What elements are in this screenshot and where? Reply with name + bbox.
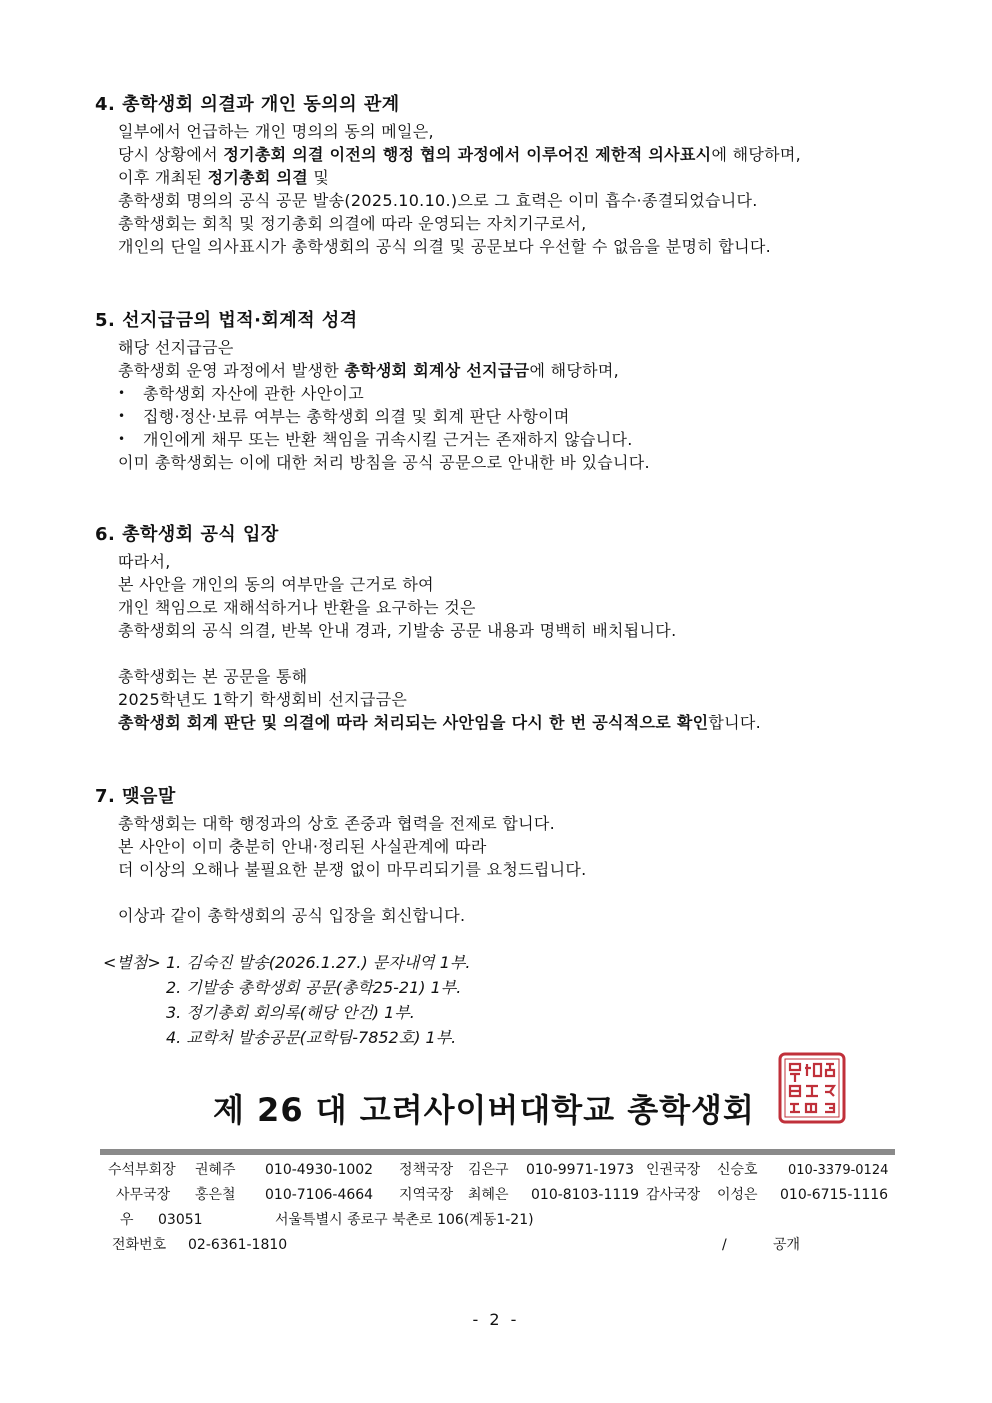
bullet-item bbox=[118, 405, 915, 428]
section-6-title: 6. 총학생회 공식 입장 bbox=[95, 524, 279, 545]
section-5-title: 5. 선지급금의 법적·회계적 성격 bbox=[95, 310, 358, 331]
phone: 010-7106-4664 bbox=[265, 1187, 374, 1203]
phone: 010-9971-1973 bbox=[526, 1162, 635, 1178]
bold-run: 총학생회 회계 판단 및 의결에 따라 처리되는 사안임을 다시 한 번 공식적으로 확인 bbox=[118, 713, 709, 732]
section-4-line-5: 총학생회는 회칙 및 정기총회 의결에 따라 운영되는 자치기구로서, bbox=[118, 214, 587, 233]
attachments-list bbox=[103, 950, 470, 1050]
text-run: 에 해당하며, bbox=[529, 361, 619, 380]
person-name: 신승호 bbox=[717, 1162, 758, 1178]
phone-label: 전화번호 bbox=[112, 1237, 167, 1253]
postal-code: 03051 bbox=[158, 1212, 203, 1228]
section-6-line-4: 총학생회의 공식 의결, 반복 안내 경과, 기발송 공문 내용과 명백히 배치됩니다. bbox=[118, 621, 677, 640]
section-7-line-1: 총학생회는 대학 행정과의 상호 존중과 협력을 전제로 합니다. bbox=[118, 814, 555, 833]
text-run: 이후 개최된 bbox=[118, 168, 208, 187]
section-6-line-6: 2025학년도 1학기 학생회비 선지급금은 bbox=[118, 690, 408, 709]
section-4-line-2 bbox=[118, 143, 915, 166]
text-run: 합니다. bbox=[708, 713, 762, 732]
bullet-text: 개인에게 채무 또는 반환 책임을 귀속시킬 근거는 존재하지 않습니다. bbox=[143, 430, 633, 449]
bullet-text: 집행·정산·보류 여부는 총학생회 의결 및 회계 판단 사항이며 bbox=[143, 407, 570, 426]
phone: 010-6715-1116 bbox=[780, 1187, 889, 1203]
role: 수석부회장 bbox=[108, 1162, 176, 1178]
footer-row bbox=[100, 1208, 900, 1233]
footer-row bbox=[100, 1158, 900, 1183]
text-run: 총학생회 운영 과정에서 발생한 bbox=[118, 361, 345, 380]
section-4-line-4: 총학생회 명의의 공식 공문 발송(2025.10.10.)으로 그 효력은 이미 흡수·종결되었습니다. bbox=[118, 191, 758, 210]
section-7 bbox=[95, 782, 915, 927]
section-4-line-3 bbox=[118, 166, 915, 189]
section-5-line-3: 이미 총학생회는 이에 대한 처리 방침을 공식 공문으로 안내한 바 있습니다. bbox=[118, 453, 650, 472]
bullet-icon: • bbox=[118, 432, 126, 446]
person-name: 권혜주 bbox=[195, 1162, 236, 1178]
section-6-line-1: 따라서, bbox=[118, 552, 171, 571]
person-name: 최혜은 bbox=[468, 1187, 509, 1203]
separator: / bbox=[722, 1237, 727, 1253]
phone: 010-4930-1002 bbox=[265, 1162, 374, 1178]
attachment-item bbox=[103, 1000, 470, 1025]
section-6-line-5: 총학생회는 본 공문을 통해 bbox=[118, 667, 308, 686]
attachment-text: 3. 정기총회 회의록(해당 안건) 1부. bbox=[166, 1003, 415, 1022]
footer-contacts bbox=[100, 1158, 900, 1258]
section-7-line-3: 더 이상의 오해나 불필요한 분쟁 없이 마무리되기를 요청드립니다. bbox=[118, 860, 587, 879]
section-7-title: 7. 맺음말 bbox=[95, 786, 176, 807]
section-7-line-4: 이상과 같이 총학생회의 공식 입장을 회신합니다. bbox=[118, 906, 466, 925]
section-5 bbox=[95, 306, 915, 474]
role: 감사국장 bbox=[646, 1187, 701, 1203]
bullet-icon: • bbox=[118, 409, 126, 423]
bold-run: 정기총회 의결 이전의 행정 협의 과정에서 이루어진 제한적 의사표시 bbox=[223, 145, 712, 164]
attachment-text: 1. 김숙진 발송(2026.1.27.) 문자내역 1부. bbox=[166, 953, 471, 972]
footer-divider bbox=[100, 1149, 895, 1155]
bullet-icon: • bbox=[118, 386, 126, 400]
footer-row bbox=[100, 1183, 900, 1208]
page-number: - 2 - bbox=[472, 1310, 520, 1329]
section-5-line-1: 해당 선지급금은 bbox=[118, 338, 234, 357]
section-5-line-2 bbox=[118, 359, 915, 382]
address: 서울특별시 종로구 북촌로 106(계동1-21) bbox=[275, 1212, 534, 1228]
text-run: 에 해당하며, bbox=[711, 145, 802, 164]
attachment-item bbox=[103, 950, 470, 975]
role: 사무국장 bbox=[116, 1187, 171, 1203]
text-run: 당시 상황에서 bbox=[118, 145, 224, 164]
section-6-line-7 bbox=[118, 711, 915, 734]
bullet-item bbox=[118, 428, 915, 451]
bullet-text: 총학생회 자산에 관한 사안이고 bbox=[143, 384, 364, 403]
attachment-item bbox=[103, 975, 470, 1000]
section-6-line-2: 본 사안을 개인의 동의 여부만을 근거로 하여 bbox=[118, 575, 434, 594]
section-4-line-6: 개인의 단일 의사표시가 총학생회의 공식 의결 및 공문보다 우선할 수 없음을 분명히 합니다. bbox=[118, 237, 771, 256]
section-4-title: 4. 총학생회 의결과 개인 동의의 관계 bbox=[95, 94, 400, 115]
attachment-item bbox=[103, 1025, 470, 1050]
role: 정책국장 bbox=[399, 1162, 454, 1178]
section-6 bbox=[95, 520, 915, 734]
section-7-line-2: 본 사안이 이미 충분히 안내·정리된 사실관계에 따라 bbox=[118, 837, 487, 856]
bold-run: 총학생회 회계상 선지급금 bbox=[344, 361, 530, 380]
bullet-item bbox=[118, 382, 915, 405]
sender-name: 제 26 대 고려사이버대학교 총학생회 bbox=[213, 1091, 755, 1129]
official-seal-icon bbox=[778, 1052, 846, 1124]
phone: 010-8103-1119 bbox=[531, 1187, 640, 1203]
phone: 010-3379-0124 bbox=[788, 1163, 889, 1178]
phone: 02-6361-1810 bbox=[188, 1237, 288, 1253]
attachments-label: <별첨> bbox=[103, 953, 161, 972]
disclosure-status: 공개 bbox=[773, 1237, 801, 1253]
postal-label: 우 bbox=[120, 1212, 134, 1228]
attachment-text: 4. 교학처 발송공문(교학팀-7852호) 1부. bbox=[166, 1028, 457, 1047]
attachment-text: 2. 기발송 총학생회 공문(총학25-21) 1부. bbox=[166, 978, 462, 997]
text-run: 및 bbox=[307, 168, 330, 187]
role: 지역국장 bbox=[399, 1187, 454, 1203]
footer-row bbox=[100, 1233, 900, 1258]
role: 인권국장 bbox=[646, 1162, 701, 1178]
person-name: 홍은철 bbox=[195, 1187, 236, 1203]
section-4 bbox=[95, 90, 915, 258]
section-6-line-3: 개인 책임으로 재해석하거나 반환을 요구하는 것은 bbox=[118, 598, 476, 617]
section-4-line-1: 일부에서 언급하는 개인 명의의 동의 메일은, bbox=[118, 122, 434, 141]
bold-run: 정기총회 의결 bbox=[207, 168, 308, 187]
person-name: 김은구 bbox=[468, 1162, 509, 1178]
person-name: 이성은 bbox=[717, 1187, 758, 1203]
